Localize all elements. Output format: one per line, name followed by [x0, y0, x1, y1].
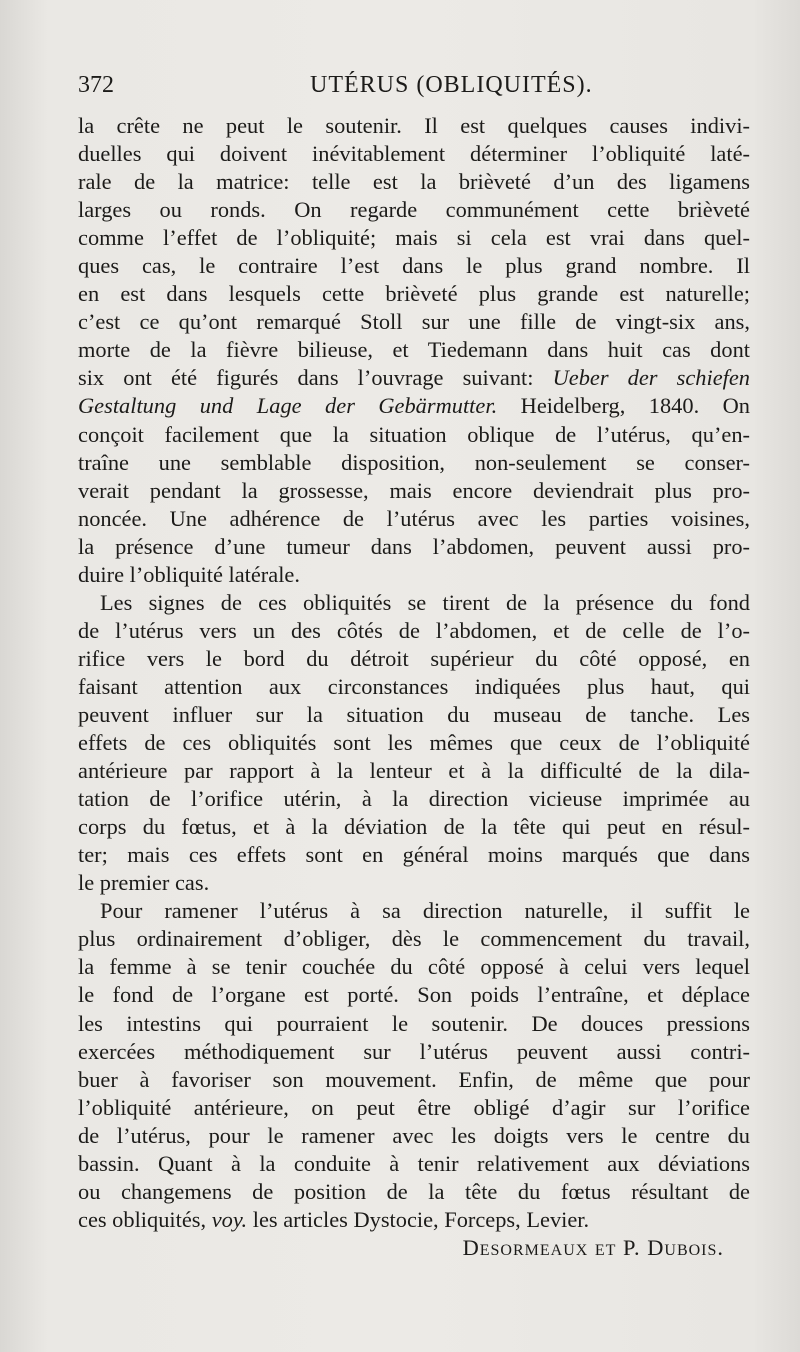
text-line — [78, 953, 750, 981]
text-line — [78, 533, 750, 561]
text-line — [78, 561, 750, 589]
text-line — [78, 617, 750, 645]
line-text: effets de ces obliquités sont les mêmes que ceux de l’obliquité — [78, 730, 750, 756]
line-text: comme l’effet de l’obliquité; mais si cela est vrai dans quel- — [78, 225, 750, 251]
line-text: verait pendant la grossesse, mais encore deviendrait plus pro- — [78, 477, 750, 503]
text-line — [78, 421, 750, 449]
line-text: bassin. Quant à la conduite à tenir relativement aux déviations — [78, 1150, 750, 1176]
text-line — [78, 196, 750, 224]
text-line — [78, 1066, 750, 1094]
line-text: tation de l’orifice utérin, à la direction vicieuse imprimée au — [78, 786, 750, 812]
line-text: faisant attention aux circonstances indiquées plus haut, qui — [78, 673, 750, 699]
line-text: peuvent influer sur la situation du museau de tanche. Les — [78, 701, 750, 727]
line-text: traîne une semblable disposition, non-seulement se conser- — [78, 449, 750, 475]
text-line — [78, 112, 750, 140]
line-text: plus ordinairement d’obliger, dès le commencement du travail, — [78, 926, 750, 952]
text-line — [78, 645, 750, 673]
line-text: c’est ce qu’ont remarqué Stoll sur une fille de vingt-six ans, — [78, 309, 750, 335]
line-text: les intestins qui pourraient le soutenir. De douces pressions — [78, 1010, 750, 1036]
text-line — [78, 168, 750, 196]
italic-text: voy. — [211, 1206, 248, 1232]
page-header — [78, 72, 750, 106]
text-line — [78, 1178, 750, 1206]
line-text: buer à favoriser son mouvement. Enfin, de même que pour — [78, 1066, 750, 1092]
body-text — [78, 112, 750, 1262]
line-text: larges ou ronds. On regarde communément cette brièveté — [78, 197, 750, 223]
text-line — [78, 1206, 750, 1234]
line-text: de l’utérus vers un des côtés de l’abdomen, et de celle de l’o- — [78, 617, 750, 643]
text-line — [78, 981, 750, 1009]
text-line — [78, 701, 750, 729]
italic-text: Gestaltung und Lage der Gebärmutter. — [78, 393, 498, 419]
line-text: la crête ne peut le soutenir. Il est quelques causes indivi- — [78, 113, 750, 138]
text-line — [78, 729, 750, 757]
text-line — [78, 869, 750, 897]
line-text: morte de la fièvre bilieuse, et Tiedemann dans huit cas dont — [78, 337, 750, 363]
text-line — [78, 280, 750, 308]
text-line — [78, 1038, 750, 1066]
text-line — [78, 841, 750, 869]
line-text: ter; mais ces effets sont en général moins marqués que dans — [78, 842, 750, 868]
line-text: duelles qui doivent inévitablement déterminer l’obliquité laté- — [78, 141, 750, 167]
line-text: corps du fœtus, et à la déviation de la tête qui peut en résul- — [78, 814, 750, 840]
line-text: en est dans lesquels cette brièveté plus grande est naturelle; — [78, 281, 750, 307]
text-line — [78, 589, 750, 617]
line-text: ques cas, le contraire l’est dans le plus grand nombre. Il — [78, 253, 750, 279]
line-text: antérieure par rapport à la lenteur et à la difficulté de la dila- — [78, 758, 750, 784]
text-line — [78, 252, 750, 280]
line-text: duire l’obliquité latérale. — [78, 561, 300, 587]
page-number: 372 — [78, 72, 114, 98]
line-text: exercées méthodiquement sur l’utérus peuvent aussi contri- — [78, 1038, 750, 1064]
line-text: le fond de l’organe est porté. Son poids l’entraîne, et déplace — [78, 982, 750, 1008]
text-line — [78, 392, 750, 420]
line-text: Les signes de ces obliquités se tirent de la présence du fond — [100, 589, 750, 615]
text-line — [78, 897, 750, 925]
text-line — [78, 308, 750, 336]
text-line — [78, 140, 750, 168]
line-text: rale de la matrice: telle est la brièveté d’un des ligamens — [78, 169, 750, 195]
text-line — [78, 364, 750, 392]
italic-text: Ueber der schiefen — [552, 365, 750, 391]
text-line — [78, 449, 750, 477]
line-text: conçoit facilement que la situation oblique de l’utérus, qu’en- — [78, 421, 750, 447]
author-signature: Desormeaux et P. Dubois. — [462, 1234, 724, 1260]
line-text: de l’utérus, pour le ramener avec les doigts vers le centre du — [78, 1122, 750, 1148]
line-text: la femme à se tenir couchée du côté opposé à celui vers lequel — [78, 954, 750, 980]
text-line — [78, 785, 750, 813]
line-text: ces obliquités, — [78, 1206, 212, 1232]
line-text: ou changemens de position de la tête du fœtus résultant de — [78, 1178, 750, 1204]
line-text: six ont été figurés dans l’ouvrage suivant: — [78, 365, 553, 391]
text-line — [78, 673, 750, 701]
line-text: la présence d’une tumeur dans l’abdomen, peuvent aussi pro- — [78, 533, 750, 559]
running-title: UTÉRUS (OBLIQUITÉS). — [310, 72, 593, 98]
text-line — [78, 224, 750, 252]
text-line — [78, 336, 750, 364]
text-line — [78, 925, 750, 953]
line-text: l’obliquité antérieure, on peut être obligé d’agir sur l’orifice — [78, 1094, 750, 1120]
line-text: Heidelberg, 1840. On — [497, 393, 751, 419]
line-text: les articles Dystocie, Forceps, Levier. — [247, 1206, 590, 1232]
text-line — [78, 477, 750, 505]
line-text: le premier cas. — [78, 870, 210, 896]
line-text: noncée. Une adhérence de l’utérus avec les parties voisines, — [78, 505, 750, 531]
text-line — [78, 813, 750, 841]
text-line — [78, 1122, 750, 1150]
line-text: Pour ramener l’utérus à sa direction naturelle, il suffit le — [100, 898, 750, 924]
text-line — [78, 757, 750, 785]
line-text: rifice vers le bord du détroit supérieur du côté opposé, en — [78, 645, 750, 671]
text-line — [78, 1010, 750, 1038]
text-line — [78, 505, 750, 533]
text-line — [78, 1150, 750, 1178]
text-line — [78, 1094, 750, 1122]
